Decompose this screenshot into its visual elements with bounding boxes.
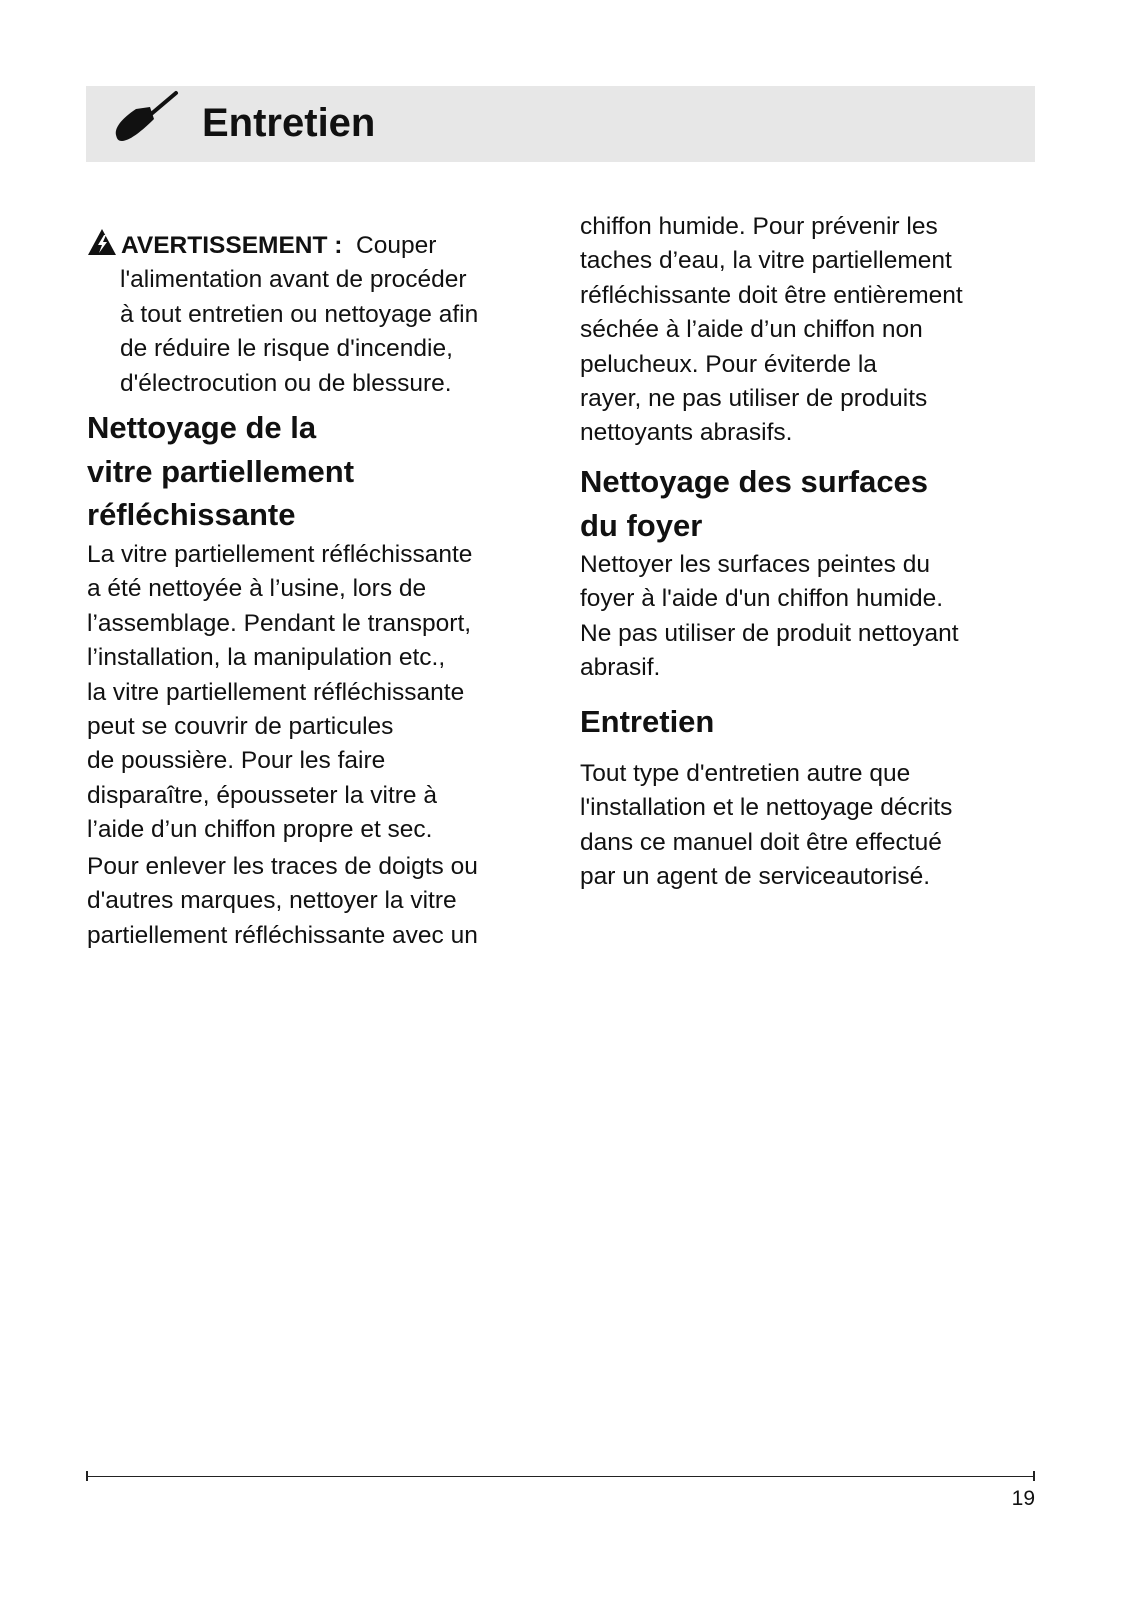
footer-rule-tick	[1033, 1471, 1035, 1481]
warning-text: l'alimentation avant de procéder	[120, 266, 467, 294]
page-title: Entretien	[202, 101, 376, 145]
warning-triangle-icon	[87, 228, 117, 256]
warning-label: AVERTISSEMENT :	[121, 232, 343, 259]
fingerprint-paragraph-continued: chiffon humide. Pour prévenir les taches d’eau, la vitre partiellement réfléchissante doit être entièrement séchée à l’aide d’un chiffon non pelucheux. Pour éviterde la rayer, ne pas utiliser de produits nettoyants abrasifs.	[580, 213, 963, 447]
maintenance-heading: Entretien	[580, 704, 715, 739]
footer-rule-tick	[86, 1471, 88, 1481]
screwdriver-icon	[114, 89, 180, 145]
surfaces-cleaning-heading: Nettoyage des surfaces du foyer	[580, 464, 929, 543]
glass-cleaning-paragraph: La vitre partiellement réfléchissante a été nettoyée à l’usine, lors de l’assemblage. Pendant le transport, l’installation, la manipulation etc., la vitre partiellement réfléchissante peut se couvrir de particules de poussière. Pour les faire disparaître, épousseter la vitre à l’aide d’un chiffon propre et sec.	[87, 541, 473, 844]
warning-text: d'électrocution ou de blessure.	[120, 369, 452, 397]
warning-text: à tout entretien ou nettoyage afin	[120, 300, 479, 328]
maintenance-paragraph: Tout type d'entretien autre que l'installation et le nettoyage décrits dans ce manuel doit être effectué par un agent de serviceautorisé.	[580, 760, 953, 891]
warning-text: de réduire le risque d'incendie,	[120, 335, 453, 363]
glass-cleaning-heading: Nettoyage de la vitre partiellement réfléchissante	[87, 410, 355, 532]
surfaces-cleaning-paragraph: Nettoyer les surfaces peintes du foyer à l'aide d'un chiffon humide. Ne pas utiliser de produit nettoyant abrasif.	[580, 551, 959, 682]
footer-rule	[86, 1476, 1034, 1477]
section-banner	[86, 86, 1035, 162]
fingerprint-paragraph: Pour enlever les traces de doigts ou d'autres marques, nettoyer la vitre partiellement réfléchissante avec un	[87, 853, 478, 949]
page-number: 19	[1011, 1487, 1035, 1510]
warning-text: Couper	[356, 232, 437, 259]
warning-notice	[87, 228, 557, 401]
